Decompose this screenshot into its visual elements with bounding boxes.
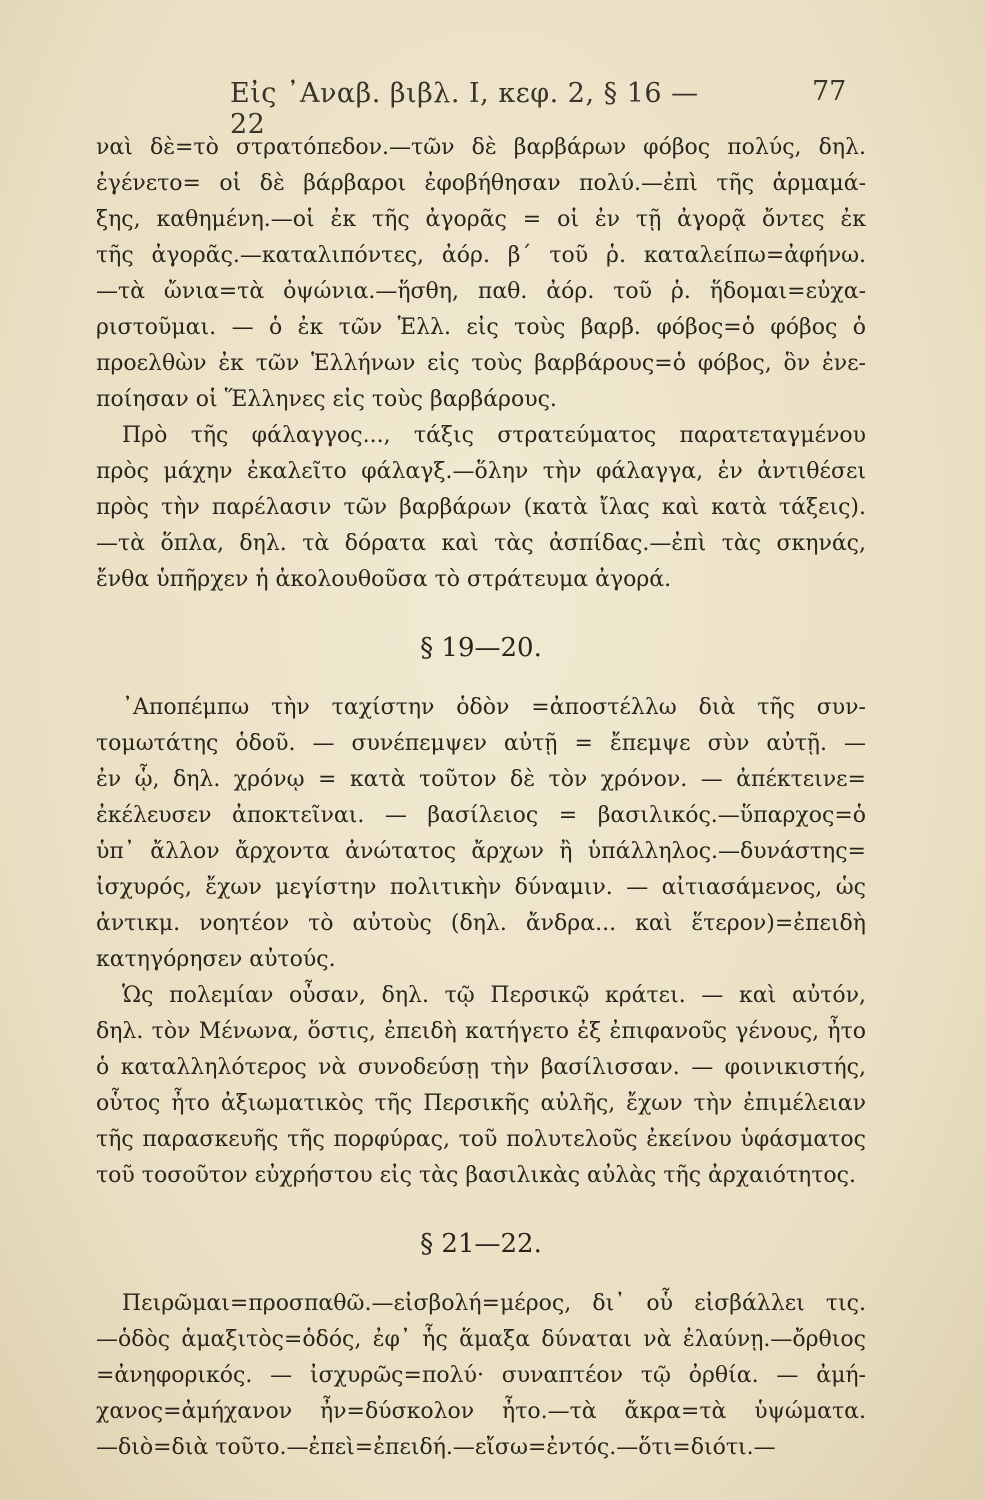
text-line: δηλ. τὸν Μένωνα, ὅστις, ἐπειδὴ κατήγετο ἐξ ἐπιφανοῦς γένους, ἦτο — [96, 1019, 866, 1044]
text-line: τομωτάτης ὁδοῦ. — συνέπεμψεν αὐτῇ = ἔπεμψε σὺν αὐτῇ. — — [96, 731, 866, 756]
text-line: ἐγένετο= οἱ δὲ βάρβαροι ἐφοβήθησαν πολύ.—ἐπὶ τῆς ἁρμαμά- — [96, 171, 866, 196]
paragraph-start: ᾿Αποπέμπω τὴν ταχίστην ὁδὸν =ἀποστέλλω διὰ τῆς συν- — [122, 695, 866, 720]
page-body — [96, 130, 866, 1466]
paragraph-start: Ὡς πολεμίαν οὖσαν, δηλ. τῷ Περσικῷ κράτει. — καὶ αὐτόν, — [122, 983, 866, 1008]
text-line: οὗτος ἦτο ἀξιωματικὸς τῆς Περσικῆς αὐλῆς, ἔχων τὴν ἐπιμέλειαν — [96, 1091, 866, 1116]
text-line: ξης, καθημένη.—οἱ ἐκ τῆς ἀγορᾶς = οἱ ἐν τῇ ἀγορᾷ ὄντες ἐκ — [96, 207, 866, 232]
text-line: τῆς παρασκευῆς τῆς πορφύρας, τοῦ πολυτελοῦς ἐκείνου ὑφάσματος — [96, 1127, 866, 1152]
text-line: προελθὼν ἐκ τῶν Ἑλλήνων εἰς τοὺς βαρβάρους=ὁ φόβος, ὃν ἐνε- — [96, 351, 866, 376]
text-line: ἐν ᾧ, δηλ. χρόνῳ = κατὰ τοῦτον δὲ τὸν χρόνον. — ἀπέκτεινε= — [96, 767, 866, 792]
section-heading: § 19—20. — [420, 633, 542, 663]
text-line: τῆς ἀγορᾶς.—καταλιπόντες, ἀόρ. β΄ τοῦ ῥ. καταλείπω=ἀφήνω. — [96, 243, 866, 268]
paragraph-start: Πειρῶμαι=προσπαθῶ.—εἰσβολή=μέρος, δι᾿ οὗ εἰσβάλλει τις. — [122, 1291, 866, 1316]
text-line: ἐκέλευσεν ἀποκτεῖναι. — βασίλειος = βασιλικός.—ὕπαρχος=ὁ — [96, 803, 866, 828]
text-line: ἰσχυρός, ἔχων μεγίστην πολιτικὴν δύναμιν. — αἰτιασάμενος, ὡς — [96, 875, 866, 900]
paragraph-start: Πρὸ τῆς φάλαγγος..., τάξις στρατεύματος παρατεταγμένου — [122, 423, 866, 448]
text-line: ποίησαν οἱ Ἕλληνες εἰς τοὺς βαρβάρους. — [96, 387, 557, 412]
section-heading: § 21—22. — [420, 1229, 542, 1259]
text-line: —διὸ=διὰ τοῦτο.—ἐπεὶ=ἐπειδή.—εἴσω=ἐντός.—ὅτι=διότι.— — [96, 1435, 776, 1460]
text-line: χανος=ἀμήχανον ἦν=δύσκολον ἦτο.—τὰ ἄκρα=τὰ ὑψώματα. — [96, 1399, 866, 1424]
text-line: κατηγόρησεν αὐτούς. — [96, 947, 336, 972]
text-line: ἀντικμ. νοητέον τὸ αὐτοὺς (δηλ. ἄνδρα... καὶ ἕτερον)=ἐπειδὴ — [96, 911, 866, 936]
text-line: —ὁδὸς ἁμαξιτὸς=ὁδός, ἐφ᾿ ἧς ἅμαξα δύναται νὰ ἐλαύνῃ.—ὄρθιος — [96, 1327, 866, 1352]
text-line: —τὰ ὅπλα, δηλ. τὰ δόρατα καὶ τὰς ἀσπίδας.—ἐπὶ τὰς σκηνάς, — [96, 531, 866, 556]
text-line: πρὸς τὴν παρέλασιν τῶν βαρβάρων (κατὰ ἴλας καὶ κατὰ τάξεις). — [96, 495, 866, 520]
text-line: —τὰ ὤνια=τὰ ὀψώνια.—ἥσθη, παθ. ἀόρ. τοῦ ῥ. ἥδομαι=εὐχα- — [96, 279, 866, 304]
text-line: τοῦ τοσοῦτον εὐχρήστου εἰς τὰς βασιλικὰς αὐλὰς τῆς ἀρχαιότητος. — [96, 1163, 856, 1188]
page-number: 77 — [812, 76, 847, 107]
running-title: Εἰς ᾿Αναβ. βιβλ. Ι, κεφ. 2, § 16 — 22 — [230, 78, 699, 140]
text-line: =ἀνηφορικός. — ἰσχυρῶς=πολύ· συναπτέον τῷ ὀρθία. — ἀμή- — [96, 1363, 866, 1388]
text-line: ὑπ᾿ ἄλλον ἄρχοντα ἀνώτατος ἄρχων ἢ ὑπάλληλος.—δυνάστης= — [96, 839, 866, 864]
text-line: ριστοῦμαι. — ὁ ἐκ τῶν Ἑλλ. εἰς τοὺς βαρβ. φόβος=ὁ φόβος ὁ — [96, 315, 866, 340]
text-line: ἔνθα ὑπῆρχεν ἡ ἀκολουθοῦσα τὸ στράτευμα ἀγορά. — [96, 567, 672, 592]
text-line: ὁ καταλληλότερος νὰ συνοδεύσῃ τὴν βασίλισσαν. — φοινικιστής, — [96, 1055, 866, 1080]
text-line: ναὶ δὲ=τὸ στρατόπεδον.—τῶν δὲ βαρβάρων φόβος πολύς, δηλ. — [96, 135, 866, 160]
text-line: πρὸς μάχην ἐκαλεῖτο φάλαγξ.—ὅλην τὴν φάλαγγα, ἐν ἀντιθέσει — [96, 459, 866, 484]
